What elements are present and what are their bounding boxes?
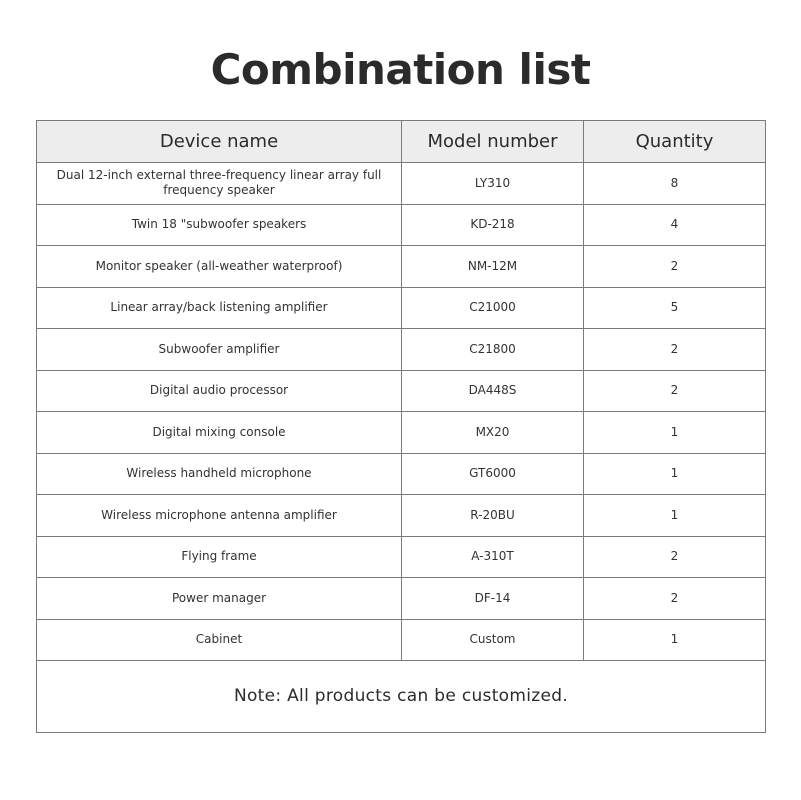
device-name-cell: Monitor speaker (all-weather waterproof) <box>37 246 402 288</box>
device-name-cell: Flying frame <box>37 536 402 578</box>
table-row <box>37 163 766 205</box>
model-number-cell: GT6000 <box>402 453 584 495</box>
combination-table <box>36 120 766 733</box>
quantity-cell: 2 <box>584 370 766 412</box>
table-row <box>37 619 766 661</box>
quantity-cell: 1 <box>584 453 766 495</box>
model-number-cell: KD-218 <box>402 204 584 246</box>
customization-note: Note: All products can be customized. <box>37 661 766 733</box>
device-name-cell: Wireless handheld microphone <box>37 453 402 495</box>
quantity-cell: 1 <box>584 619 766 661</box>
table-row <box>37 578 766 620</box>
quantity-cell: 1 <box>584 412 766 454</box>
quantity-cell: 2 <box>584 536 766 578</box>
model-number-cell: C21800 <box>402 329 584 371</box>
page-title: Combination list <box>210 45 591 94</box>
model-number-cell: DF-14 <box>402 578 584 620</box>
table-row <box>37 329 766 371</box>
device-name-cell: Twin 18 "subwoofer speakers <box>37 204 402 246</box>
quantity-cell: 2 <box>584 329 766 371</box>
model-number-cell: Custom <box>402 619 584 661</box>
device-name-cell: Digital audio processor <box>37 370 402 412</box>
quantity-cell: 2 <box>584 246 766 288</box>
quantity-cell: 8 <box>584 163 766 205</box>
quantity-cell: 5 <box>584 287 766 329</box>
device-name-cell: Cabinet <box>37 619 402 661</box>
model-number-cell: LY310 <box>402 163 584 205</box>
device-name-cell: Wireless microphone antenna amplifier <box>37 495 402 537</box>
model-number-cell: DA448S <box>402 370 584 412</box>
model-number-cell: C21000 <box>402 287 584 329</box>
table-row <box>37 412 766 454</box>
table-header-row <box>37 121 766 163</box>
table-row <box>37 495 766 537</box>
table-row <box>37 536 766 578</box>
quantity-cell: 1 <box>584 495 766 537</box>
device-name-cell: Power manager <box>37 578 402 620</box>
table-row <box>37 246 766 288</box>
header-quantity: Quantity <box>584 121 766 163</box>
model-number-cell: R-20BU <box>402 495 584 537</box>
device-name-cell: Linear array/back listening amplifier <box>37 287 402 329</box>
model-number-cell: MX20 <box>402 412 584 454</box>
table-row <box>37 370 766 412</box>
note-row <box>37 661 766 733</box>
header-model-number: Model number <box>402 121 584 163</box>
quantity-cell: 4 <box>584 204 766 246</box>
device-name-cell: Digital mixing console <box>37 412 402 454</box>
table-row <box>37 204 766 246</box>
model-number-cell: A-310T <box>402 536 584 578</box>
device-name-cell: Dual 12-inch external three-frequency linear array full frequency speaker <box>37 163 402 205</box>
quantity-cell: 2 <box>584 578 766 620</box>
table-row <box>37 287 766 329</box>
device-name-cell: Subwoofer amplifier <box>37 329 402 371</box>
model-number-cell: NM-12M <box>402 246 584 288</box>
table-row <box>37 453 766 495</box>
header-device-name: Device name <box>37 121 402 163</box>
